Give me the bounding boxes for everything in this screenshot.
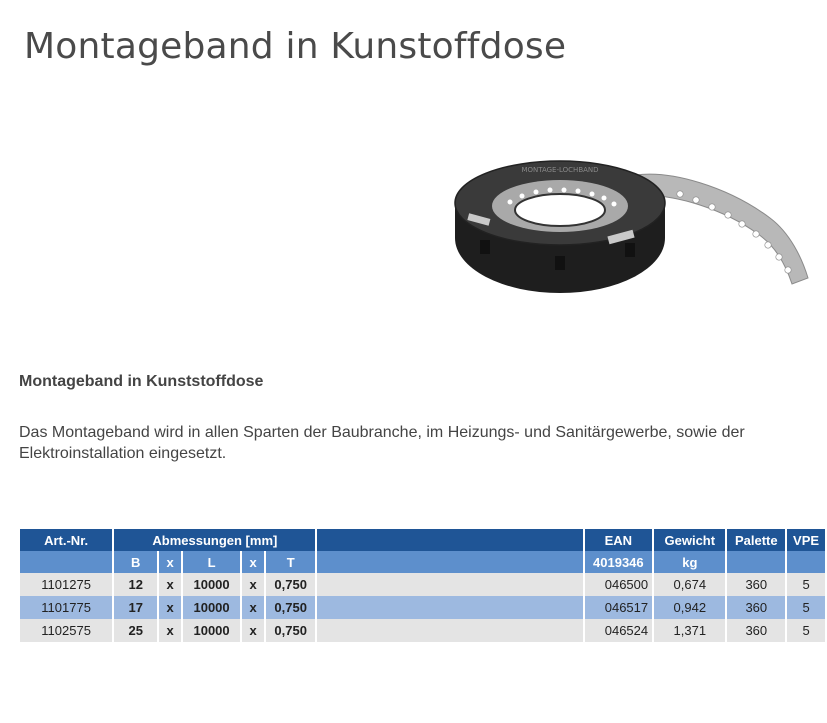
header-palette: Palette (727, 529, 785, 551)
header-art-nr: Art.-Nr. (20, 529, 112, 551)
product-description: Das Montageband wird in allen Sparten der Baubranche, im Heizungs- und Sanitärgewerbe, sowie der Elektroinstallation eingesetzt. (19, 424, 745, 462)
cell-t: 0,750 (266, 573, 316, 596)
table-row (20, 573, 825, 596)
box-lettering: MONTAGE-LOCHBAND (521, 166, 599, 174)
page-title: Montageband in Kunstoffdose (24, 26, 567, 67)
header-abmessungen: Abmessungen [mm] (114, 529, 315, 551)
cell-b: 12 (114, 573, 157, 596)
cell-x2: x (242, 619, 264, 642)
table-row (20, 596, 825, 619)
cell-b: 17 (114, 596, 157, 619)
cell-x2: x (242, 596, 264, 619)
header-vpe: VPE (787, 529, 825, 551)
cell-x2: x (242, 573, 264, 596)
product-image (440, 148, 815, 298)
cell-ean: 046500 (585, 573, 653, 596)
cell-ean: 046517 (585, 596, 653, 619)
cell-t: 0,750 (266, 596, 316, 619)
cell-x1: x (159, 619, 181, 642)
subheader-ean-prefix: 4019346 (585, 551, 653, 573)
subheader-blank-vpe (787, 551, 825, 573)
cell-vpe: 5 (787, 619, 825, 642)
cell-vpe: 5 (787, 573, 825, 596)
subheader-x1: x (159, 551, 181, 573)
cell-l: 10000 (183, 596, 240, 619)
cell-weight: 1,371 (654, 619, 725, 642)
header-spacer (317, 529, 582, 551)
cell-ean: 046524 (585, 619, 653, 642)
table-header-row (20, 529, 825, 551)
cell-l: 10000 (183, 573, 240, 596)
cell-pallet: 360 (727, 619, 785, 642)
subheader-l: L (183, 551, 240, 573)
cell-l: 10000 (183, 619, 240, 642)
subheader-blank-pallet (727, 551, 785, 573)
subheader-x2: x (242, 551, 264, 573)
subheader-t: T (266, 551, 316, 573)
cell-art: 1101775 (20, 596, 112, 619)
cell-b: 25 (114, 619, 157, 642)
header-gewicht: Gewicht (654, 529, 725, 551)
cell-weight: 0,942 (654, 596, 725, 619)
header-ean: EAN (585, 529, 653, 551)
cell-pallet: 360 (727, 596, 785, 619)
cell-vpe: 5 (787, 596, 825, 619)
cell-x1: x (159, 596, 181, 619)
spec-table (18, 529, 827, 642)
section-title: Montageband in Kunststoffdose (19, 373, 264, 390)
table-row (20, 619, 825, 642)
cell-x1: x (159, 573, 181, 596)
cell-spacer (317, 619, 582, 642)
table-subheader-row (20, 551, 825, 573)
subheader-blank (20, 551, 112, 573)
subheader-spacer (317, 551, 582, 573)
cell-art: 1102575 (20, 619, 112, 642)
cell-spacer (317, 596, 582, 619)
subheader-kg: kg (654, 551, 725, 573)
cell-spacer (317, 573, 582, 596)
box-hole (515, 194, 605, 226)
cell-pallet: 360 (727, 573, 785, 596)
subheader-b: B (114, 551, 157, 573)
cell-weight: 0,674 (654, 573, 725, 596)
cell-t: 0,750 (266, 619, 316, 642)
cell-art: 1101275 (20, 573, 112, 596)
